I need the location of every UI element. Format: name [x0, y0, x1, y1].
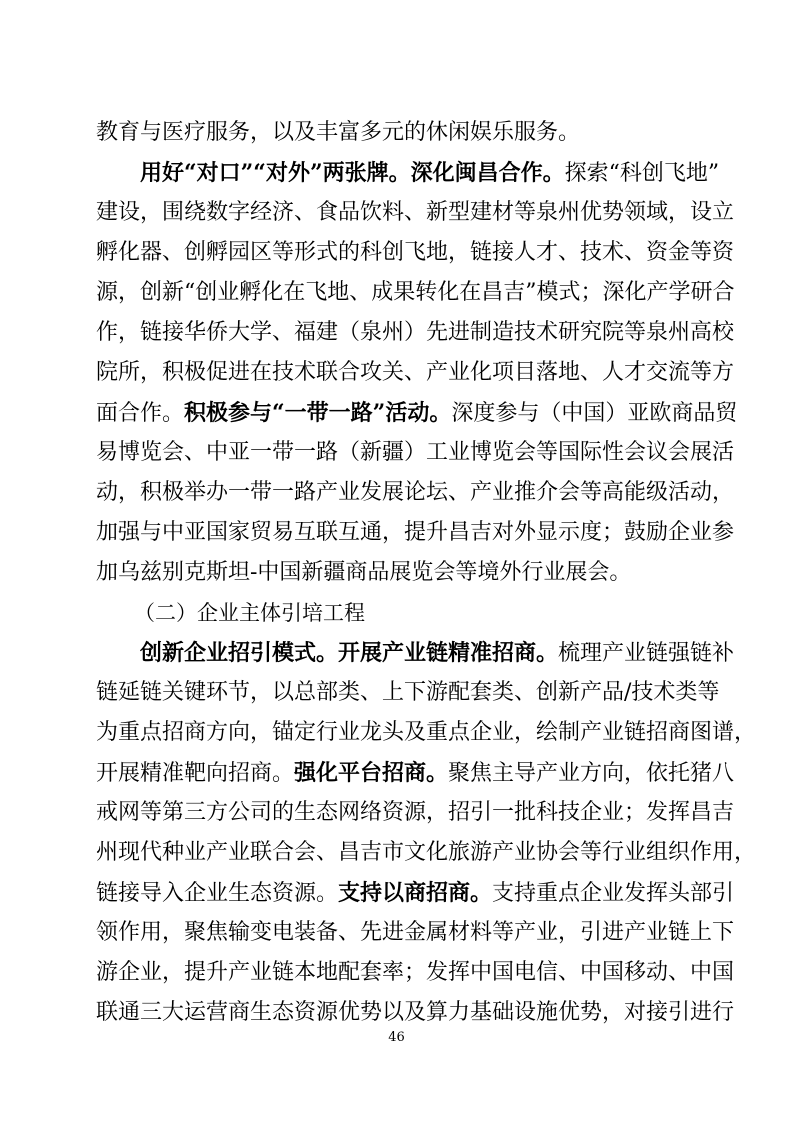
text-line [96, 314, 735, 352]
text-segment: 州现代种业产业联合会、昌吉市文化旅游产业协会等行业组织作用， [96, 840, 757, 865]
text-segment: 支持重点企业发挥头部引 [492, 881, 735, 906]
text-segment: 面合作。 [96, 401, 185, 426]
inline-bold-heading: 强化平台招商。 [294, 760, 449, 786]
text-line [96, 834, 757, 872]
text-segment: 链延链关键环节，以总部类、上下游配套类、创新产品/技术类等 [96, 680, 720, 705]
text-segment: 加强与中亚国家贸易互联互通，提升昌吉对外显示度；鼓励企业参 [96, 520, 735, 545]
text-line [96, 554, 700, 592]
text-line [96, 674, 720, 712]
text-segment: 动，积极举办一带一路产业发展论坛、产业推介会等高能级活动， [96, 480, 735, 505]
text-line [96, 714, 757, 752]
text-line [96, 794, 735, 832]
text-segment: 梳理产业链强链补 [558, 641, 735, 666]
text-line [96, 474, 735, 512]
text-line [96, 754, 735, 792]
text-line [96, 274, 735, 312]
text-line [96, 994, 735, 1032]
text-segment: 链接导入企业生态资源。 [96, 881, 339, 906]
paragraph-lead-heading: 用好“对口”“对外”两张牌。深化闽昌合作。 [140, 160, 565, 186]
text-segment: 开展精准靶向招商。 [96, 761, 295, 786]
text-line [96, 514, 735, 552]
text-line [96, 954, 735, 992]
text-line [140, 154, 720, 192]
text-segment: 游企业，提升产业链本地配套率；发挥中国电信、中国移动、中国 [96, 960, 735, 985]
text-segment: 领作用，聚焦输变电装备、先进金属材料等产业，引进产业链上下 [96, 920, 735, 945]
text-line [96, 394, 738, 432]
text-line [140, 634, 735, 672]
text-segment: 作，链接华侨大学、福建（泉州）先进制造技术研究院等泉州高校 [96, 320, 735, 345]
page-number: 46 [388, 1030, 405, 1045]
paragraph-lead-heading: 创新企业招引模式。开展产业链精准招商。 [140, 640, 559, 666]
text-line [96, 234, 735, 272]
text-segment: 孵化器、创孵园区等形式的科创飞地，链接人才、技术、资金等资 [96, 240, 735, 265]
text-segment: 源，创新“创业孵化在飞地、成果转化在昌吉”模式；深化产学研合 [96, 280, 735, 305]
text-segment: 院所，积极促进在技术联合攻关、产业化项目落地、人才交流等方 [96, 360, 735, 385]
text-segment: 建设，围绕数字经济、食品饮料、新型建材等泉州优势领域，设立 [96, 200, 735, 225]
text-segment: 深度参与（中国）亚欧商品贸 [451, 401, 738, 426]
text-segment: 易博览会、中亚一带一路（新疆）工业博览会等国际性会议会展活 [96, 440, 735, 465]
text-line [96, 194, 735, 232]
text-line [96, 434, 735, 472]
text-segment: 探索“科创飞地” [564, 161, 720, 186]
inline-bold-heading: 积极参与“一带一路”活动。 [184, 400, 452, 426]
text-segment: 聚焦主导产业方向，依托猪八 [448, 761, 735, 786]
text-segment: 为重点招商方向，锚定行业龙头及重点企业，绘制产业链招商图谱， [96, 720, 757, 745]
section-heading [134, 594, 534, 632]
text-line [96, 914, 735, 952]
text-line [96, 114, 700, 152]
text-segment: 联通三大运营商生态资源优势以及算力基础设施优势，对接引进行 [96, 1000, 735, 1025]
text-line [96, 874, 735, 912]
inline-bold-heading: 支持以商招商。 [338, 880, 493, 906]
section-heading-text: （二）企业主体引培工程 [134, 601, 365, 625]
text-line [96, 354, 735, 392]
text-segment: 戒网等第三方公司的生态网络资源，招引一批科技企业；发挥昌吉 [96, 800, 735, 825]
text-segment: 教育与医疗服务，以及丰富多元的休闲娱乐服务。 [96, 120, 581, 145]
text-segment: 加乌兹别克斯坦-中国新疆商品展览会等境外行业展会。 [96, 560, 632, 585]
